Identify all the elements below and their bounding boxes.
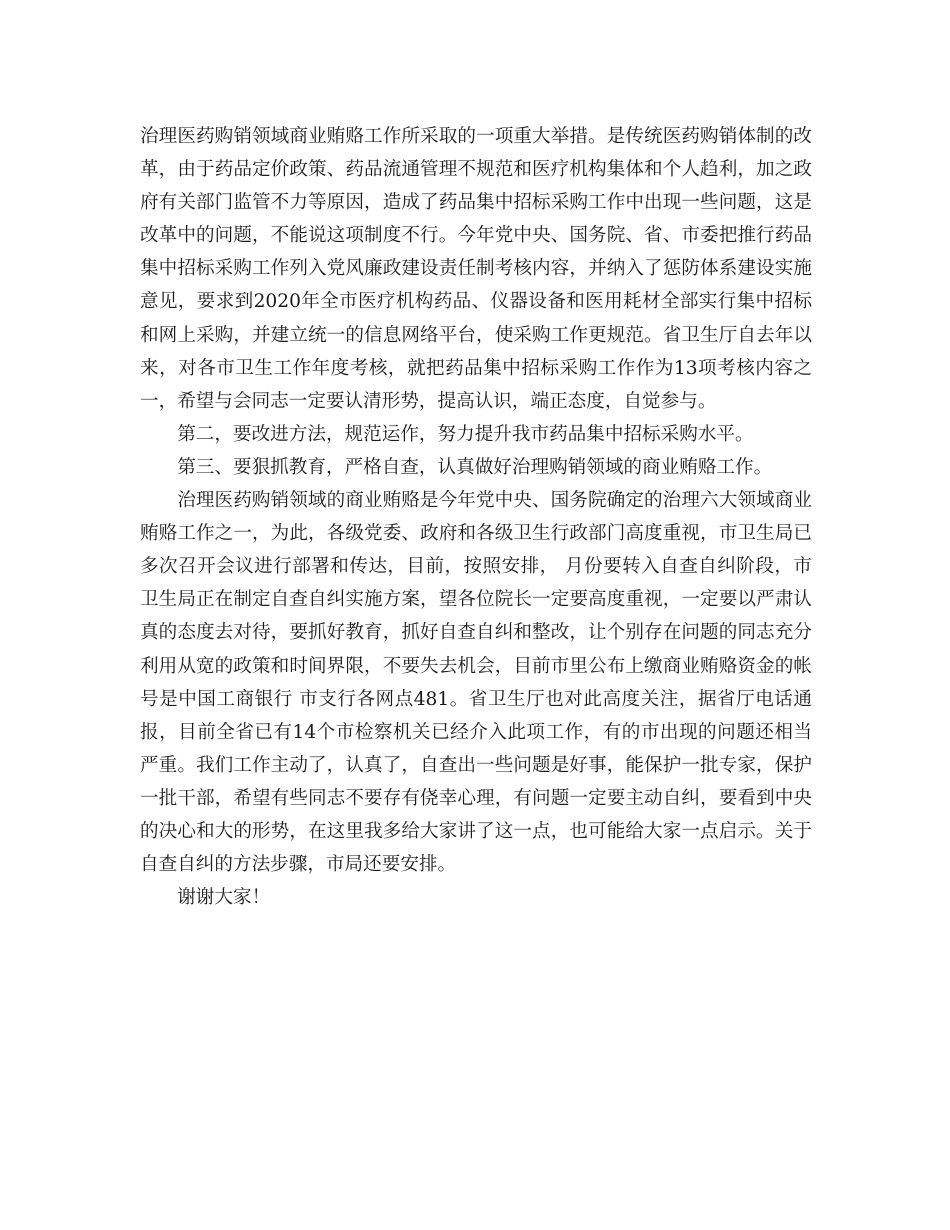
document-body <box>140 120 812 914</box>
paragraph-2: 第二，要改进方法，规范运作，努力提升我市药品集中招标采购水平。 <box>177 423 754 445</box>
paragraph-3: 第三、要狠抓教育，严格自查，认真做好治理购销领域的商业贿赂工作。 <box>177 456 773 478</box>
paragraph-1: 治理医药购销领域商业贿赂工作所采取的一项重大举措。是传统医药购销体制的改革，由于药品定价政策、药品流通管理不规范和医疗机构集体和个人趋利，加之政府有关部门监管不力等原因，造成了药品集中招标采购工作中出现一些问题，这是改革中的问题，不能说这项制度不行。今年党中央、国务院、省、市委把推行药品集中招标采购工作列入党风廉政建设责任制考核内容，并纳入了惩防体系建设实施意见，要求到2020年全市医疗机构药品、仪器设备和医用耗材全部实行集中招标和网上采购，并建立统一的信息网络平台，使采购工作更规范。省卫生厅自去年以来，对各市卫生工作年度考核，就把药品集中招标采购工作作为13项考核内容之一，希望与会同志一定要认清形势，提高认识，端正态度，自觉参与。 <box>140 126 812 412</box>
paragraph-4: 治理医药购销领域的商业贿赂是今年党中央、国务院确定的治理六大领域商业贿赂工作之一，为此，各级党委、政府和各级卫生行政部门高度重视，市卫生局已多次召开会议进行部署和传达，目前，按照安排， 月份要转入自查自纠阶段，市卫生局正在制定自查自纠实施方案，望各位院长一定要高度重视，一定要以严肃认真的态度去对待，要抓好教育，抓好自查自纠和整改，让个别存在问题的同志充分利用从宽的政策和时间界限，不要失去机会，目前市里公布上缴商业贿赂资金的帐号是中国工商银行 市支行各网点481。省卫生厅也对此高度关注，据省厅电话通报，目前全省已有14个市检察机关已经介入此项工作，有的市出现的问题还相当严重。我们工作主动了，认真了，自查出一些问题是好事，能保护一批专家，保护一批干部，希望有些同志不要存有侥幸心理，有问题一定要主动自纠，要看到中央的决心和大的形势，在这里我多给大家讲了这一点，也可能给大家一点启示。关于自查自纠的方法步骤，市局还要安排。 <box>140 490 812 876</box>
paragraph-closing: 谢谢大家！ <box>177 887 271 909</box>
